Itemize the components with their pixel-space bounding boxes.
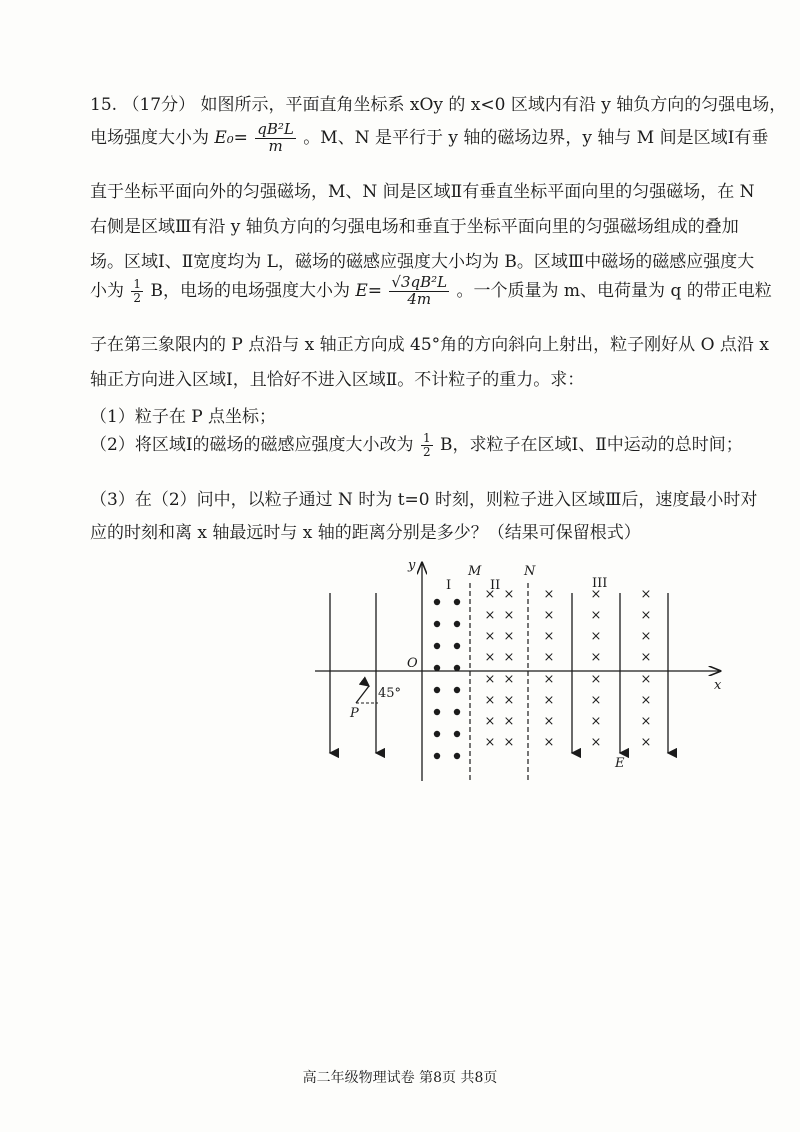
field-in-cross: × bbox=[503, 650, 515, 665]
field-crosses bbox=[485, 587, 652, 750]
problem-text-2a: 电场强度大小为 bbox=[90, 127, 209, 148]
field-in-cross: × bbox=[590, 608, 602, 623]
problem-number: 15. bbox=[90, 95, 118, 115]
field-in-cross: × bbox=[503, 672, 515, 687]
e-numerator: √3qB²L bbox=[391, 273, 448, 291]
problem-text-1: 如图所示，平面直角坐标系 xOy 的 x<0 区域内有沿 y 轴负方向的匀强电场， bbox=[200, 95, 787, 115]
field-in-cross: × bbox=[543, 608, 555, 623]
region-1-label: I bbox=[446, 578, 452, 593]
field-in-cross: × bbox=[640, 629, 652, 644]
field-in-cross: × bbox=[503, 714, 515, 729]
problem-text-6b: B，电场的电场强度大小为 bbox=[150, 280, 350, 301]
field-in-cross: × bbox=[590, 735, 602, 750]
field-in-cross: × bbox=[503, 629, 515, 644]
problem-line-2 bbox=[90, 122, 768, 155]
origin-label: O bbox=[407, 656, 418, 671]
field-in-cross: × bbox=[640, 735, 652, 750]
problem-line-7: 子在第三象限内的 P 点沿与 x 轴正方向成 45°角的方向斜向上射出，粒子刚好从 O 点沿 x bbox=[90, 335, 769, 355]
e0-numerator: qB²L bbox=[257, 120, 294, 138]
y-axis-label: y bbox=[408, 558, 416, 573]
field-in-cross: × bbox=[484, 587, 496, 602]
field-out-dot bbox=[434, 621, 440, 627]
problem-text-6c: 。一个质量为 m、电荷量为 q 的带正电粒 bbox=[456, 280, 772, 301]
half-fraction bbox=[131, 278, 143, 304]
field-in-cross: × bbox=[640, 650, 652, 665]
field-in-cross: × bbox=[590, 672, 602, 687]
question-3-line-1: （3）在（2）问中，以粒子通过 N 时为 t=0 时刻，则粒子进入区域Ⅲ后，速度最小时对 bbox=[90, 490, 758, 510]
field-out-dot bbox=[454, 599, 460, 605]
field-in-cross: × bbox=[640, 587, 652, 602]
problem-text-2b: 。M、N 是平行于 y 轴的磁场边界，y 轴与 M 间是区域Ⅰ有垂 bbox=[303, 127, 769, 148]
problem-line-4: 右侧是区域Ⅲ有沿 y 轴负方向的匀强电场和垂直于坐标平面向里的匀强磁场组成的叠加 bbox=[90, 217, 739, 237]
field-out-dot bbox=[454, 731, 460, 737]
field-in-cross: × bbox=[640, 608, 652, 623]
field-out-dot bbox=[434, 731, 440, 737]
field-in-cross: × bbox=[503, 608, 515, 623]
field-out-dot bbox=[434, 643, 440, 649]
field-in-cross: × bbox=[484, 629, 496, 644]
field-in-cross: × bbox=[543, 672, 555, 687]
field-in-cross: × bbox=[543, 587, 555, 602]
label-m: M bbox=[468, 564, 482, 579]
region-1-field-dots bbox=[434, 599, 460, 759]
half-numerator: 1 bbox=[133, 277, 142, 292]
field-in-cross: × bbox=[543, 735, 555, 750]
field-in-cross: × bbox=[640, 693, 652, 708]
q2-half-fraction bbox=[421, 432, 433, 458]
problem-line-6 bbox=[90, 275, 772, 308]
field-in-cross: × bbox=[484, 735, 496, 750]
p-velocity-arrow bbox=[356, 686, 369, 703]
field-in-cross: × bbox=[503, 693, 515, 708]
field-out-dot bbox=[434, 753, 440, 759]
field-in-cross: × bbox=[590, 629, 602, 644]
field-in-cross: × bbox=[503, 735, 515, 750]
field-in-cross: × bbox=[590, 650, 602, 665]
field-in-cross: × bbox=[484, 650, 496, 665]
half-denominator: 2 bbox=[133, 290, 142, 305]
question-2-text-a: （2）将区域Ⅰ的磁场的磁感应强度大小改为 bbox=[90, 435, 414, 455]
field-in-cross: × bbox=[590, 693, 602, 708]
e0-fraction bbox=[255, 122, 296, 155]
e0-label: E₀= bbox=[214, 127, 248, 148]
field-in-cross: × bbox=[543, 714, 555, 729]
e-denominator: 4m bbox=[407, 289, 432, 308]
problem-text-6a: 小为 bbox=[90, 280, 124, 301]
question-2-text-b: B，求粒子在区域Ⅰ、Ⅱ中运动的总时间； bbox=[439, 435, 743, 455]
field-in-cross: × bbox=[640, 672, 652, 687]
question-3-line-2: 应的时刻和离 x 轴最远时与 x 轴的距离分别是多少？（结果可保留根式） bbox=[90, 523, 641, 543]
problem-line-5: 场。区域Ⅰ、Ⅱ宽度均为 L，磁场的磁感应强度大小均为 B。区域Ⅲ中磁场的磁感应强度大 bbox=[90, 252, 755, 272]
e0-denominator: m bbox=[268, 136, 283, 155]
question-1: （1）粒子在 P 点坐标； bbox=[90, 407, 277, 427]
field-out-dot bbox=[434, 709, 440, 715]
region-3-label: III bbox=[592, 576, 608, 591]
e-fraction bbox=[389, 275, 449, 308]
problem-line-8: 轴正方向进入区域Ⅰ，且恰好不进入区域Ⅱ。不计粒子的重力。求： bbox=[90, 370, 585, 390]
field-in-cross: × bbox=[484, 714, 496, 729]
field-out-dot bbox=[454, 643, 460, 649]
region-2-label: II bbox=[490, 578, 501, 593]
field-out-dot bbox=[454, 621, 460, 627]
field-out-dot bbox=[454, 753, 460, 759]
label-e: E bbox=[615, 756, 625, 771]
label-p: P bbox=[350, 706, 359, 721]
field-in-cross: × bbox=[484, 693, 496, 708]
field-in-cross: × bbox=[503, 587, 515, 602]
field-in-cross: × bbox=[484, 608, 496, 623]
field-in-cross: × bbox=[484, 672, 496, 687]
x-axis-label: x bbox=[714, 678, 722, 693]
problem-line-3: 直于坐标平面向外的匀强磁场，M、N 间是区域Ⅱ有垂直坐标平面向里的匀强磁场，在 N bbox=[90, 182, 755, 202]
field-out-dot bbox=[434, 687, 440, 693]
problem-score: （17分） bbox=[122, 95, 196, 115]
field-out-dot bbox=[454, 709, 460, 715]
question-2 bbox=[90, 430, 743, 459]
field-in-cross: × bbox=[590, 587, 602, 602]
field-out-dot bbox=[434, 599, 440, 605]
angle-label: 45° bbox=[378, 686, 402, 701]
field-in-cross: × bbox=[590, 714, 602, 729]
e-label: E= bbox=[355, 280, 383, 301]
field-diagram bbox=[310, 555, 730, 790]
field-out-dot bbox=[454, 665, 460, 671]
field-in-cross: × bbox=[543, 693, 555, 708]
field-in-cross: × bbox=[543, 629, 555, 644]
field-out-dot bbox=[434, 665, 440, 671]
label-n: N bbox=[524, 564, 536, 579]
field-in-cross: × bbox=[543, 650, 555, 665]
field-out-dot bbox=[454, 687, 460, 693]
field-in-cross: × bbox=[640, 714, 652, 729]
page-footer: 高二年级物理试卷 第8页 共8页 bbox=[302, 1070, 498, 1086]
problem-line-1 bbox=[90, 90, 786, 115]
q2-half-denominator: 2 bbox=[422, 445, 431, 459]
q2-half-numerator: 1 bbox=[422, 431, 431, 446]
